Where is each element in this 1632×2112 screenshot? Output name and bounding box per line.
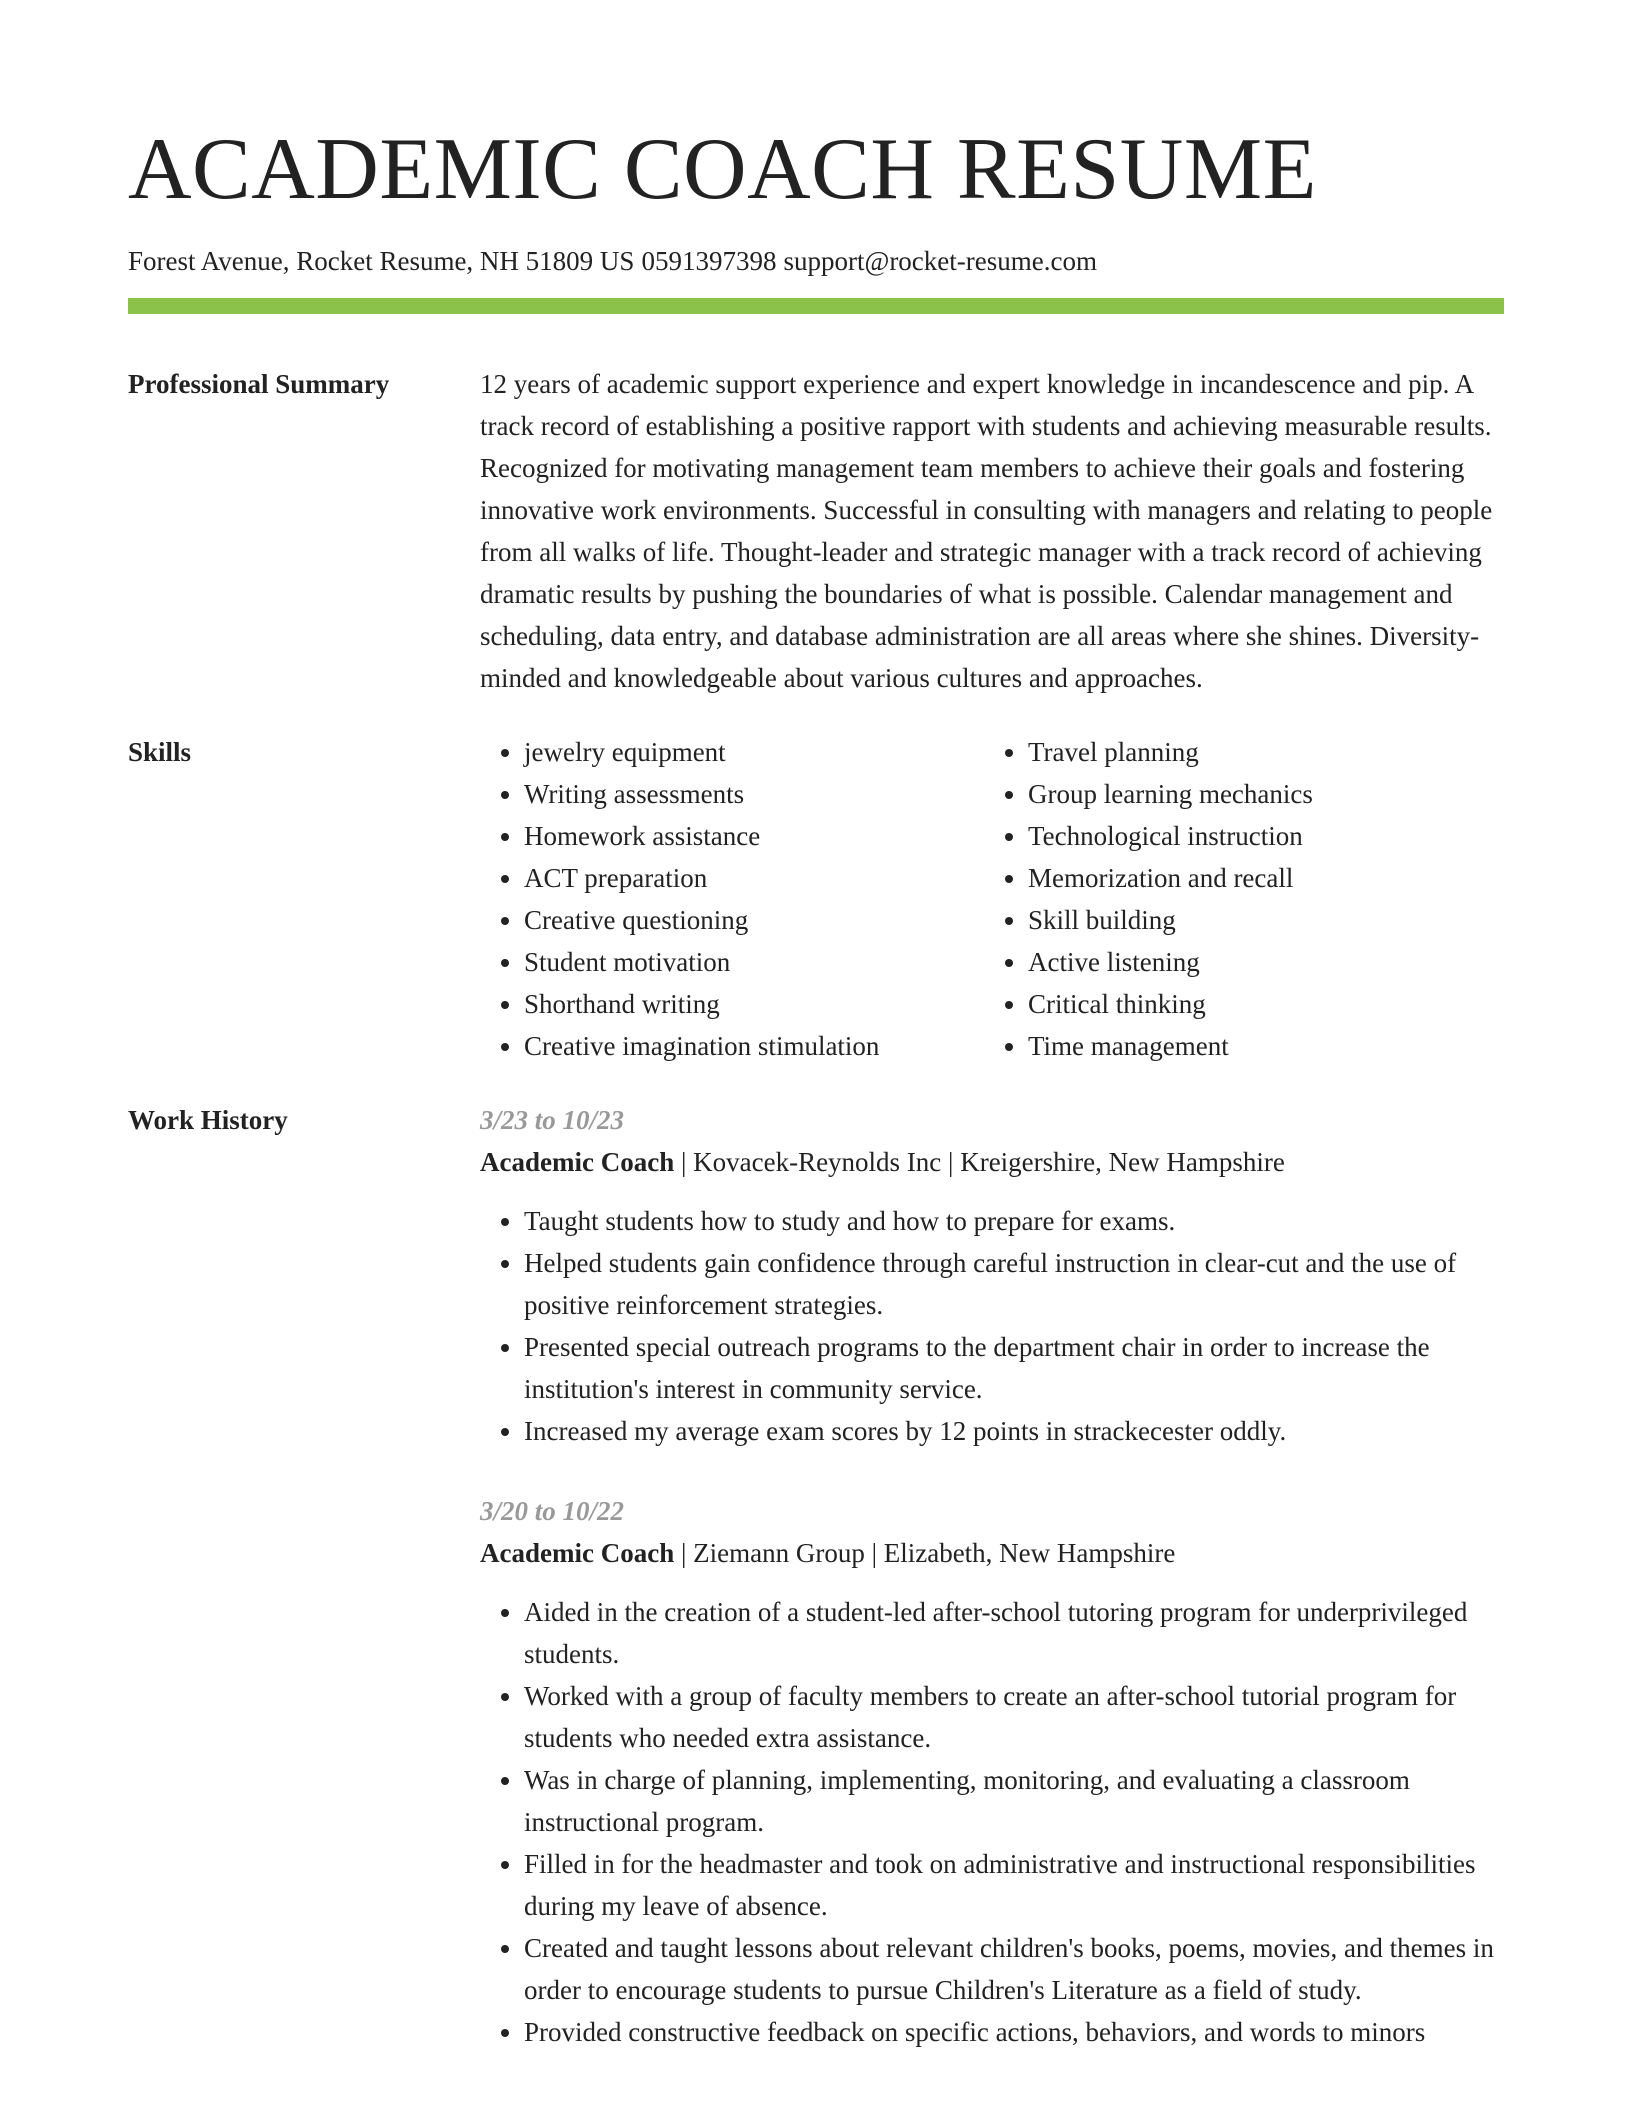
job-bullet: • Aided in the creation of a student-led after-school tutoring program for underprivileged students. — [524, 1591, 1504, 1675]
job-title-line: Academic Coach | Ziemann Group | Elizabeth, New Hampshire — [480, 1538, 1176, 1568]
skill-item: • Homework assistance — [524, 815, 984, 857]
job-bullet: • Created and taught lessons about relevant children's books, poems, movies, and themes in order to encourage students to pursue Children's Literature as a field of study. — [524, 1927, 1504, 2011]
skills-list-left — [480, 731, 984, 1067]
job-bullet: • Was in charge of planning, implementing, monitoring, and evaluating a classroom instructional program. — [524, 1759, 1504, 1843]
contact-email: support@rocket-resume.com — [783, 246, 1097, 276]
job-company: Kovacek-Reynolds Inc — [693, 1147, 942, 1177]
job-title: Academic Coach — [480, 1538, 675, 1568]
skill-item: • Skill building — [1028, 899, 1488, 941]
skill-item: • Memorization and recall — [1028, 857, 1488, 899]
job-title: Academic Coach — [480, 1147, 675, 1177]
job-entry — [480, 1099, 1504, 1452]
skill-item: • Student motivation — [524, 941, 984, 983]
skill-item: • Creative imagination stimulation — [524, 1025, 984, 1067]
skill-item: • jewelry equipment — [524, 731, 984, 773]
skills-list-right — [984, 731, 1488, 1067]
work-history-heading: Work History — [128, 1105, 288, 1135]
resume-title: ACADEMIC COACH RESUME — [128, 121, 1317, 218]
skill-item: • Travel planning — [1028, 731, 1488, 773]
contact-phone: 0591397398 — [641, 246, 777, 276]
resume-page — [128, 0, 1504, 2091]
job-company: Ziemann Group — [693, 1538, 865, 1568]
accent-divider — [128, 298, 1504, 314]
work-history-section — [128, 1099, 1504, 2091]
skill-item: • Technological instruction — [1028, 815, 1488, 857]
job-bullet: • Filled in for the headmaster and took on administrative and instructional responsibilities during my leave of absence. — [524, 1843, 1504, 1927]
summary-section — [128, 363, 1504, 699]
summary-text: 12 years of academic support experience and expert knowledge in incandescence and pip. A track record of establishing a positive rapport with students and achieving measurable results. Recognized for motivating management team members to achieve their goals and fostering innovative work environments. Successful in consulting with managers and relating to people from all walks of life. Thought-leader and strategic manager with a track record of achieving dramatic results by pushing the boundaries of what is possible. Calendar management and scheduling, data entry, and database administration are all areas where she shines. Diversity-minded and knowledgeable about various cultures and approaches. — [480, 369, 1493, 693]
skill-item: • Active listening — [1028, 941, 1488, 983]
skill-item: • Writing assessments — [524, 773, 984, 815]
skill-item: • Critical thinking — [1028, 983, 1488, 1025]
job-bullets — [480, 1591, 1504, 2053]
job-dates: 3/20 to 10/22 — [480, 1496, 625, 1526]
contact-address: Forest Avenue, Rocket Resume, NH 51809 US — [128, 246, 635, 276]
skill-item: • Shorthand writing — [524, 983, 984, 1025]
job-bullets — [480, 1200, 1504, 1452]
skills-heading: Skills — [128, 737, 192, 767]
skill-item: • ACT preparation — [524, 857, 984, 899]
job-bullet: • Helped students gain confidence through careful instruction in clear-cut and the use of positive reinforcement strategies. — [524, 1242, 1504, 1326]
job-location: Kreigershire, New Hampshire — [960, 1147, 1285, 1177]
job-bullet: • Worked with a group of faculty members to create an after-school tutorial program for students who needed extra assistance. — [524, 1675, 1504, 1759]
skill-item: • Group learning mechanics — [1028, 773, 1488, 815]
job-bullet: • Presented special outreach programs to the department chair in order to increase the institution's interest in community service. — [524, 1326, 1504, 1410]
contact-line — [128, 244, 1504, 278]
job-bullet: • Provided constructive feedback on specific actions, behaviors, and words to minors — [524, 2011, 1504, 2053]
job-bullet: • Increased my average exam scores by 12 points in strackecester oddly. — [524, 1410, 1504, 1452]
skill-item: • Time management — [1028, 1025, 1488, 1067]
skill-item: • Creative questioning — [524, 899, 984, 941]
summary-heading: Professional Summary — [128, 369, 390, 399]
job-title-line: Academic Coach | Kovacek-Reynolds Inc | Kreigershire, New Hampshire — [480, 1147, 1285, 1177]
job-dates: 3/23 to 10/23 — [480, 1105, 625, 1135]
job-location: Elizabeth, New Hampshire — [883, 1538, 1176, 1568]
skills-section — [128, 731, 1504, 1067]
job-entry — [480, 1490, 1504, 2053]
job-bullet: • Taught students how to study and how to prepare for exams. — [524, 1200, 1504, 1242]
